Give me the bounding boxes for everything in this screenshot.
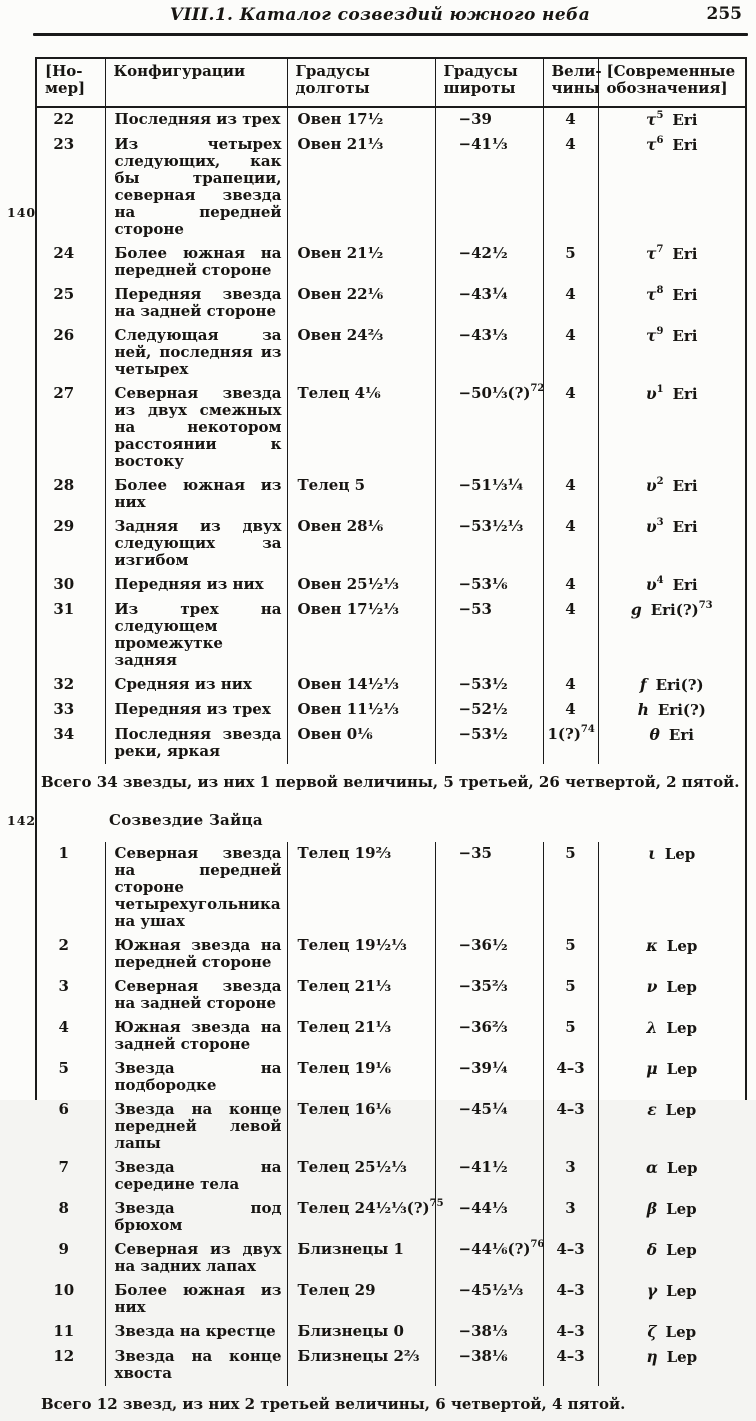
star-table-row [37,1320,745,1345]
margin-note-140: 140 [7,205,37,220]
star-longitude: Телец 21⅓ [287,975,435,1016]
designation-constellation: Lep [666,1060,698,1078]
designation-constellation: Lep [666,1019,697,1037]
designation-constellation: Lep [666,1348,698,1366]
latitude-footnote-ref: 76 [530,1239,545,1250]
star-number: 6 [37,1098,105,1156]
designation-symbol: μ [646,1059,658,1078]
star-number: 10 [37,1279,105,1320]
star-magnitude: 4–3 [543,1345,598,1386]
star-designation [598,842,745,934]
star-designation [598,698,745,723]
designation-symbol: η [646,1347,658,1366]
star-table-row [37,573,745,598]
star-designation [598,324,745,382]
designation-symbol: τ [646,326,657,345]
star-designation [598,1098,745,1156]
designation-symbol: ν [646,977,658,996]
designation-symbol: τ [646,110,657,129]
designation-symbol: β [646,1199,658,1218]
star-designation [598,673,745,698]
star-magnitude: 5 [543,1016,598,1057]
star-latitude: −53½ [435,673,543,698]
designation-symbol: g [630,600,642,619]
designation-constellation: Lep [666,1282,697,1300]
star-table-row [37,133,745,242]
star-number: 29 [37,515,105,573]
star-table-row [37,673,745,698]
star-configuration: Северная звезда на передней стороне четырехугольника на ушах [105,842,287,934]
star-latitude: −35⅔ [435,975,543,1016]
star-table-row [37,1098,745,1156]
designation-symbol: ε [647,1100,657,1119]
designation-constellation: Eri [668,726,694,744]
star-table-row [37,598,745,673]
star-table-row [37,975,745,1016]
star-latitude: −38⅓ [435,1320,543,1345]
star-table-row [37,1238,745,1279]
star-number: 32 [37,673,105,698]
star-longitude: Телец 16⅙ [287,1098,435,1156]
star-designation [598,723,745,764]
designation-symbol: f [639,675,647,694]
star-magnitude: 4–3 [543,1279,598,1320]
table-header-row [37,59,745,107]
designation-constellation: Lep [666,1159,698,1177]
star-longitude: Телец 19⅙ [287,1057,435,1098]
designation-constellation: Lep [666,1241,697,1259]
star-designation [598,573,745,598]
star-longitude: Телец 5 [287,474,435,515]
star-table-row [37,283,745,324]
star-latitude: −41½ [435,1156,543,1197]
star-designation [598,1320,745,1345]
designation-constellation: Eri [672,518,698,536]
designation-index: 5 [656,110,664,121]
star-designation [598,242,745,283]
star-number: 7 [37,1156,105,1197]
star-configuration: Передняя из них [105,573,287,598]
star-longitude: Овен 22⅙ [287,283,435,324]
designation-constellation: Eri [672,385,698,403]
star-number: 33 [37,698,105,723]
star-magnitude: 4 [543,133,598,242]
star-number: 30 [37,573,105,598]
star-configuration: Более южная из них [105,1279,287,1320]
star-configuration: Более южная из них [105,474,287,515]
star-latitude: −52½ [435,698,543,723]
star-designation [598,1279,745,1320]
star-latitude: −53 [435,598,543,673]
star-latitude: −43¼ [435,283,543,324]
designation-symbol: h [637,700,649,719]
star-designation [598,1156,745,1197]
star-table-row [37,1197,745,1238]
section-title-row [37,799,745,842]
star-latitude: −44⅙(?)$^{76}$ [435,1238,543,1279]
star-number: 22 [37,107,105,133]
designation-symbol: τ [646,285,657,304]
star-table-row [37,107,745,133]
designation-symbol: α [645,1158,658,1177]
designation-symbol: υ [645,476,657,495]
star-magnitude: 3 [543,1197,598,1238]
designation-constellation: Eri [672,576,698,594]
star-magnitude: 5 [543,934,598,975]
designation-symbol: κ [646,936,658,955]
star-magnitude: 4 [543,107,598,133]
star-magnitude: 4 [543,673,598,698]
star-magnitude: 4 [543,283,598,324]
star-configuration: Звезда на конце хвоста [105,1345,287,1386]
star-longitude: Овен 21⅓ [287,133,435,242]
page-number: 255 [706,4,742,24]
column-header-designation: [Современные обозначения] [598,59,745,107]
star-magnitude: 3 [543,1156,598,1197]
star-magnitude: 4 [543,698,598,723]
star-latitude: −51⅓¼ [435,474,543,515]
star-longitude: Овен 11½⅓ [287,698,435,723]
designation-constellation: Lep [665,1101,697,1119]
running-title: VIII.1. Каталог созвездий южного неба [169,5,591,25]
star-magnitude: 4–3 [543,1238,598,1279]
star-number: 25 [37,283,105,324]
designation-symbol: λ [646,1018,658,1037]
constellation-catalog-table [37,59,745,1421]
star-latitude: −38⅙ [435,1345,543,1386]
star-latitude: −36½ [435,934,543,975]
star-longitude: Близнецы 2⅔ [287,1345,435,1386]
star-table-row [37,382,745,474]
star-designation [598,1238,745,1279]
designation-index: 3 [656,517,664,528]
star-configuration: Северная звезда из двух смежных на некотором расстоянии к востоку [105,382,287,474]
designation-index: 8 [656,285,664,296]
star-configuration: Передняя звезда на задней стороне [105,283,287,324]
star-configuration: Задняя из двух следующих за изгибом [105,515,287,573]
star-magnitude: 4 [543,598,598,673]
designation-symbol: θ [649,725,660,744]
star-table-row [37,242,745,283]
designation-constellation: Eri [672,245,698,263]
star-latitude: −44⅓ [435,1197,543,1238]
designation-constellation: Lep [666,937,698,955]
star-magnitude: 4 [543,324,598,382]
designation-index: 6 [656,135,664,146]
designation-constellation: Eri(?) [657,701,706,719]
star-longitude: Телец 4⅙ [287,382,435,474]
star-longitude: Телец 21⅓ [287,1016,435,1057]
star-number: 3 [37,975,105,1016]
star-longitude: Овен 24⅔ [287,324,435,382]
star-configuration: Из трех на следующем промежутке задняя [105,598,287,673]
star-designation [598,283,745,324]
designation-constellation: Lep [666,1200,697,1218]
star-magnitude: 4–3 [543,1098,598,1156]
section-summary: Всего 12 звезд, из них 2 третьей величины, 6 четвертой, 4 пятой. [41,1395,626,1413]
designation-symbol: ι [648,844,656,863]
star-longitude: Телец 25½⅓ [287,1156,435,1197]
star-longitude: Овен 14½⅓ [287,673,435,698]
star-latitude: −53⅙ [435,573,543,598]
star-configuration: Более южная на передней стороне [105,242,287,283]
star-longitude: Овен 25½⅓ [287,573,435,598]
section-title: Созвездие Зайца [109,811,263,829]
star-designation [598,107,745,133]
star-latitude: −35 [435,842,543,934]
star-number: 5 [37,1057,105,1098]
section-summary-row [37,1386,745,1421]
table-header [37,59,745,107]
designation-constellation: Eri [672,136,698,154]
designation-constellation: Lep [664,845,696,863]
designation-constellation: Eri(?) [650,601,699,619]
star-magnitude: 4–3 [543,1057,598,1098]
star-designation [598,598,745,673]
star-designation [598,975,745,1016]
star-longitude: Телец 24½⅓(?)$^{75}$ [287,1197,435,1238]
star-magnitude: 5 [543,975,598,1016]
star-number: 11 [37,1320,105,1345]
star-designation [598,515,745,573]
star-number: 34 [37,723,105,764]
designation-index: 7 [656,244,664,255]
star-designation [598,1197,745,1238]
star-designation [598,1057,745,1098]
star-configuration: Следующая за ней, последняя из четырех [105,324,287,382]
designation-constellation: Lep [665,1323,697,1341]
section-summary: Всего 34 звезды, из них 1 первой величины, 5 третьей, 26 четвертой, 2 пятой. [41,773,740,791]
designation-symbol: δ [646,1240,658,1259]
magnitude-footnote-ref: 74 [580,724,595,735]
star-longitude: Телец 19⅔ [287,842,435,934]
column-header-longitude: Градусы долготы [287,59,435,107]
star-designation [598,934,745,975]
star-designation [598,1016,745,1057]
star-longitude: Овен 17½⅓ [287,598,435,673]
star-configuration: Звезда на конце передней левой лапы [105,1098,287,1156]
star-longitude: Телец 19½⅓ [287,934,435,975]
star-latitude: −39¼ [435,1057,543,1098]
star-magnitude: 1(?)$^{74}$ [543,723,598,764]
designation-index: 4 [656,575,664,586]
designation-constellation: Eri [672,477,698,495]
star-configuration: Передняя из трех [105,698,287,723]
designation-index: 2 [656,476,664,487]
star-number: 31 [37,598,105,673]
star-latitude: −53½ [435,723,543,764]
star-number: 4 [37,1016,105,1057]
designation-symbol: τ [646,244,657,263]
designation-constellation: Eri(?) [655,676,704,694]
star-longitude: Близнецы 0 [287,1320,435,1345]
star-table-row [37,723,745,764]
star-number: 1 [37,842,105,934]
star-configuration: Северная из двух на задних лапах [105,1238,287,1279]
star-number: 12 [37,1345,105,1386]
column-header-number: [Но-мер] [37,59,105,107]
star-latitude: −45½⅓ [435,1279,543,1320]
designation-constellation: Eri [672,327,698,345]
star-number: 23 [37,133,105,242]
star-number: 2 [37,934,105,975]
star-configuration: Последняя звезда реки, яркая [105,723,287,764]
designation-symbol: υ [645,575,657,594]
star-table-row [37,324,745,382]
star-table-row [37,1279,745,1320]
star-table-row [37,1057,745,1098]
star-table-row [37,474,745,515]
designation-index: 1 [656,384,664,395]
star-configuration: Южная звезда на передней стороне [105,934,287,975]
table-body [37,107,745,1421]
star-designation [598,382,745,474]
star-number: 9 [37,1238,105,1279]
star-table-row [37,934,745,975]
star-latitude: −42½ [435,242,543,283]
section-summary-row [37,764,745,799]
star-longitude: Телец 29 [287,1279,435,1320]
designation-constellation: Lep [666,978,697,996]
star-latitude: −43⅓ [435,324,543,382]
star-configuration: Звезда на середине тела [105,1156,287,1197]
star-table-row [37,1016,745,1057]
designation-symbol: υ [645,517,657,536]
star-magnitude: 5 [543,242,598,283]
star-configuration: Северная звезда на задней стороне [105,975,287,1016]
column-header-configurations: Конфигурации [105,59,287,107]
star-magnitude: 4 [543,515,598,573]
star-magnitude: 4 [543,573,598,598]
star-number: 24 [37,242,105,283]
designation-symbol: γ [646,1281,658,1300]
star-longitude: Овен 0⅙ [287,723,435,764]
star-configuration: Южная звезда на задней стороне [105,1016,287,1057]
star-configuration: Звезда на крестце [105,1320,287,1345]
star-number: 26 [37,324,105,382]
designation-index: 9 [656,326,664,337]
star-configuration: Последняя из трех [105,107,287,133]
star-longitude: Овен 21½ [287,242,435,283]
star-longitude: Овен 17½ [287,107,435,133]
designation-symbol: υ [645,384,657,403]
star-latitude: −39 [435,107,543,133]
star-number: 8 [37,1197,105,1238]
latitude-footnote-ref: 72 [530,383,545,394]
star-number: 27 [37,382,105,474]
star-designation [598,1345,745,1386]
designation-constellation: Eri [672,111,698,129]
designation-symbol: τ [646,135,657,154]
star-longitude: Овен 28⅙ [287,515,435,573]
longitude-footnote-ref: 75 [429,1198,444,1209]
star-table-row [37,1156,745,1197]
designation-constellation: Eri [672,286,698,304]
star-configuration: Звезда на подбородке [105,1057,287,1098]
star-table-row [37,698,745,723]
star-latitude: −45¼ [435,1098,543,1156]
star-designation [598,133,745,242]
header-rule [33,33,748,36]
column-header-latitude: Градусы широты [435,59,543,107]
star-latitude: −50⅓(?)$^{72}$ [435,382,543,474]
star-magnitude: 5 [543,842,598,934]
margin-note-142: 142 [7,813,37,828]
star-configuration: Из четырех следующих, как бы трапеции, северная звезда на передней стороне [105,133,287,242]
designation-footnote-ref: 73 [698,600,713,611]
column-header-magnitude: Вели-чины [543,59,598,107]
star-magnitude: 4 [543,474,598,515]
star-number: 28 [37,474,105,515]
star-configuration: Звезда под брюхом [105,1197,287,1238]
star-table-row [37,1345,745,1386]
star-configuration: Средняя из них [105,673,287,698]
star-longitude: Близнецы 1 [287,1238,435,1279]
designation-symbol: ζ [647,1322,657,1341]
star-latitude: −53½⅓ [435,515,543,573]
catalog-table-frame [35,57,747,1413]
star-designation [598,474,745,515]
star-table-row [37,842,745,934]
star-magnitude: 4 [543,382,598,474]
star-latitude: −41⅓ [435,133,543,242]
star-table-row [37,515,745,573]
star-magnitude: 4–3 [543,1320,598,1345]
star-latitude: −36⅔ [435,1016,543,1057]
